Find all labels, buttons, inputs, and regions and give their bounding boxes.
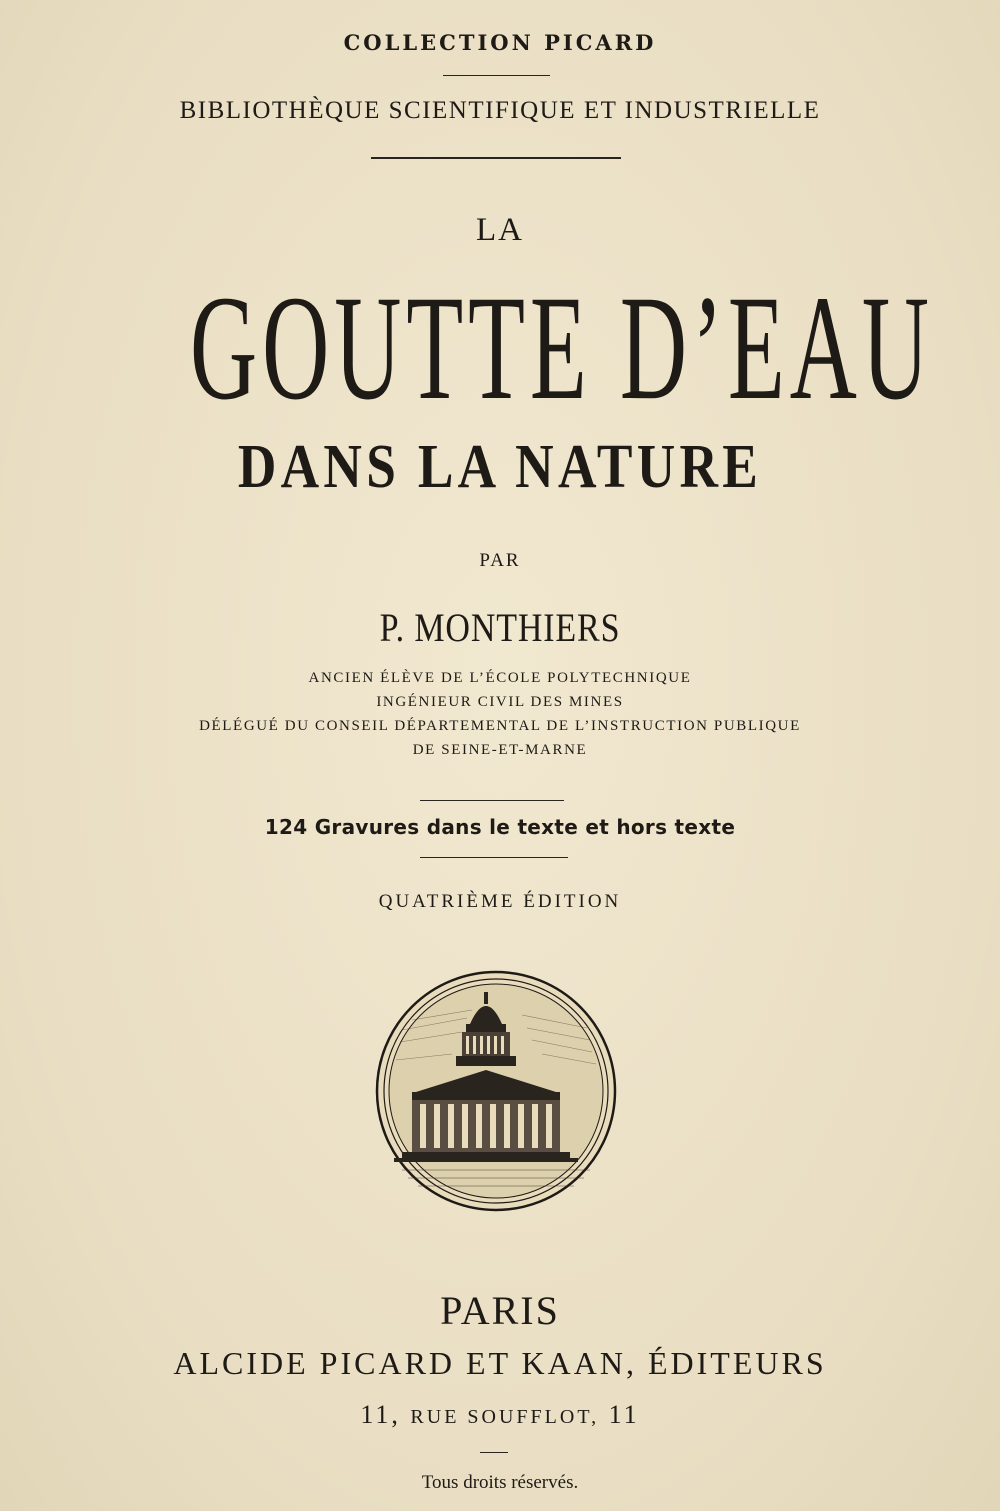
divider-rule [371, 157, 621, 159]
pantheon-engraving-icon [372, 970, 620, 1212]
author-credential: DE SEINE-ET-MARNE [412, 742, 588, 758]
address-street: RUE SOUFFLOT, [410, 1406, 600, 1428]
edition-label: QUATRIÈME ÉDITION [378, 891, 622, 912]
divider-rule [480, 1452, 508, 1453]
author-credential: DÉLÉGUÉ DU CONSEIL DÉPARTEMENTAL DE L’INSTRUCTION PUBLIQUE [199, 718, 801, 734]
imprint-city: PARIS [440, 1288, 560, 1333]
series-name: BIBLIOTHÈQUE SCIENTIFIQUE ET INDUSTRIELLE [179, 97, 821, 124]
publisher-name: ALCIDE PICARD ET KAAN, ÉDITEURS [173, 1345, 827, 1381]
author-name: P. MONTHIERS [379, 605, 621, 650]
book-title: GOUTTE D’EAU [190, 265, 934, 431]
author-credential: INGÉNIEUR CIVIL DES MINES [376, 694, 624, 710]
illustrations-note: 124 Gravures dans le texte et hors texte [264, 815, 736, 839]
address-number: 11 [608, 1400, 640, 1429]
collection-name: COLLECTION PICARD [343, 30, 657, 55]
title-article: LA [476, 212, 524, 248]
by-label: PAR [479, 550, 521, 571]
book-subtitle: DANS LA NATURE [237, 433, 763, 501]
divider-rule [420, 800, 564, 801]
rights-notice: Tous droits réservés. [421, 1472, 579, 1493]
divider-rule [443, 75, 550, 76]
publisher-address [0, 1400, 1000, 1430]
address-number: 11, [360, 1400, 401, 1429]
divider-rule [420, 857, 568, 858]
author-credential: ANCIEN ÉLÈVE DE L’ÉCOLE POLYTECHNIQUE [308, 670, 692, 686]
